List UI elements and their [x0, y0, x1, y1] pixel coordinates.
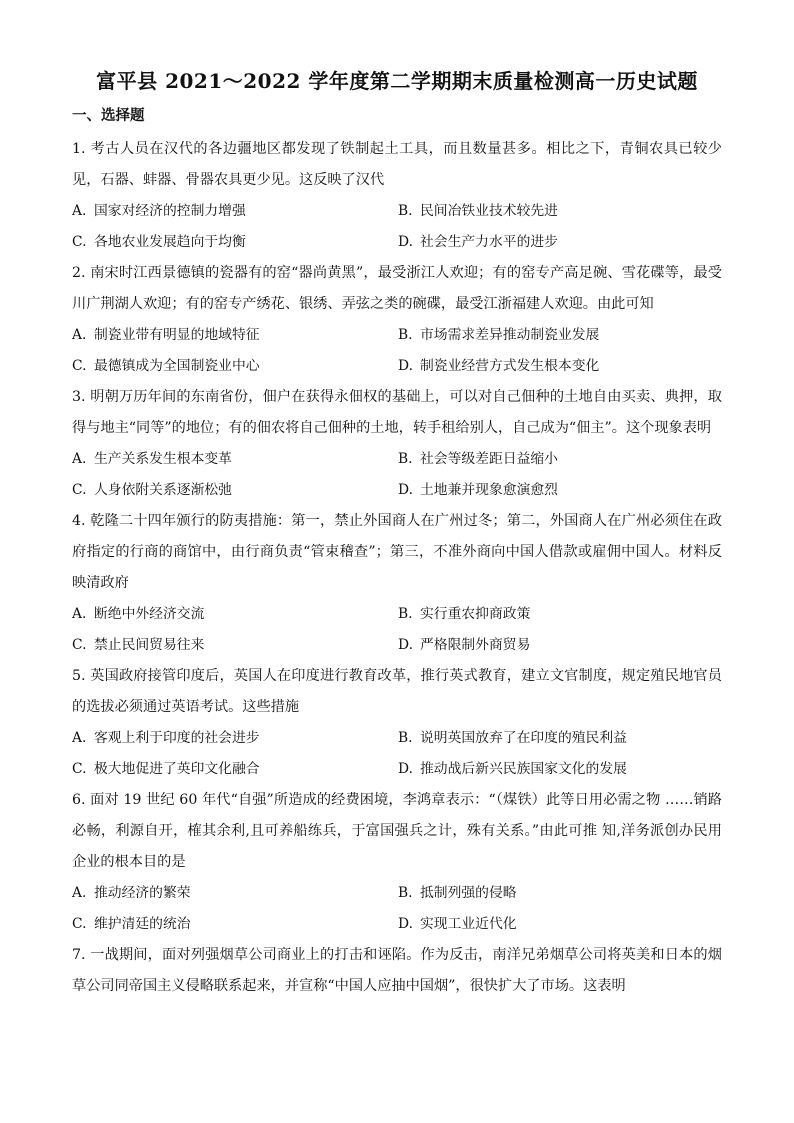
option-text: 制瓷业经营方式发生根本变化 [420, 358, 600, 374]
option-text: 说明英国放弃了在印度的殖民利益 [420, 730, 627, 746]
option-grid [72, 444, 722, 506]
option-text: 抵制列强的侵略 [420, 885, 517, 901]
section-heading: 一、选择题 [72, 107, 145, 124]
option-text: 实现工业近代化 [420, 916, 517, 932]
option-a [72, 723, 396, 754]
option-text: 人身依附关系逐渐松弛 [94, 482, 232, 498]
option-letter: B. [398, 203, 413, 219]
option-letter: B. [398, 885, 413, 901]
option-letter: C. [72, 234, 87, 250]
option-grid [72, 320, 722, 382]
option-a [72, 599, 396, 630]
question-list [72, 134, 722, 1002]
option-letter: B. [398, 327, 413, 343]
option-b [398, 878, 722, 909]
option-letter: A. [72, 327, 87, 343]
option-b [398, 444, 722, 475]
option-c [72, 909, 396, 940]
option-a [72, 444, 396, 475]
option-d [398, 351, 722, 382]
option-letter: C. [72, 916, 87, 932]
option-text: 严格限制外商贸易 [420, 637, 531, 653]
option-letter: D. [398, 482, 413, 498]
option-text: 最德镇成为全国制瓷业中心 [94, 358, 260, 374]
question-stem: 5. 英国政府接管印度后，英国人在印度进行教育改革，推行英式教育，建立文官制度，规定殖民地官员的选拔必须通过英语考试。这些措施 [72, 668, 722, 715]
option-d [398, 754, 722, 785]
option-c [72, 630, 396, 661]
option-text: 客观上利于印度的社会进步 [94, 730, 260, 746]
option-d [398, 227, 722, 258]
option-grid [72, 599, 722, 661]
option-text: 生产关系发生根本变革 [94, 451, 232, 467]
option-letter: D. [398, 761, 413, 777]
option-d [398, 630, 722, 661]
option-letter: A. [72, 730, 87, 746]
option-b [398, 320, 722, 351]
option-c [72, 475, 396, 506]
question-stem: 6. 面对 19 世纪 60 年代“自强”所造成的经费困境，李鸿章表示：“（煤铁）此等日用必需之物 ……销路必畅，利源自开，榷其余利,且可养船练兵，于富国强兵之计，殊有关系。”由此可推 知,洋务派创办民用企业的根本目的是 [72, 792, 722, 870]
option-text: 推动经济的繁荣 [94, 885, 191, 901]
option-c [72, 227, 396, 258]
option-grid [72, 878, 722, 940]
option-letter: B. [398, 730, 413, 746]
option-letter: A. [72, 606, 87, 622]
option-letter: C. [72, 358, 87, 374]
option-letter: D. [398, 637, 413, 653]
option-letter: B. [398, 451, 413, 467]
option-letter: C. [72, 761, 87, 777]
option-letter: C. [72, 482, 87, 498]
option-letter: B. [398, 606, 413, 622]
option-a [72, 196, 396, 227]
question-3 [72, 382, 722, 506]
option-b [398, 196, 722, 227]
option-grid [72, 196, 722, 258]
option-text: 极大地促进了英印文化融合 [94, 761, 260, 777]
option-letter: D. [398, 234, 413, 250]
question-6 [72, 785, 722, 940]
option-text: 维护清廷的统治 [94, 916, 191, 932]
option-text: 民间冶铁业技术较先进 [420, 203, 558, 219]
option-text: 推动战后新兴民族国家文化的发展 [420, 761, 627, 777]
option-a [72, 878, 396, 909]
option-letter: C. [72, 637, 87, 653]
option-text: 土地兼并现象愈演愈烈 [420, 482, 558, 498]
exam-title: 富平县 2021～2022 学年度第二学期期末质量检测高一历史试题 [96, 69, 698, 93]
option-letter: A. [72, 203, 87, 219]
option-text: 国家对经济的控制力增强 [94, 203, 246, 219]
option-b [398, 723, 722, 754]
option-c [72, 351, 396, 382]
question-5 [72, 661, 722, 785]
question-stem: 7. 一战期间，面对列强烟草公司商业上的打击和诬陷。作为反击，南洋兄弟烟草公司将英美和日本的烟草公司同帝国主义侵略联系起来，并宣称“中国人应抽中国烟”，很快扩大了市场。这表明 [72, 947, 722, 994]
question-2 [72, 258, 722, 382]
option-text: 禁止民间贸易往来 [94, 637, 205, 653]
option-letter: D. [398, 358, 413, 374]
option-text: 实行重农抑商政策 [420, 606, 531, 622]
option-text: 社会生产力水平的进步 [420, 234, 558, 250]
option-text: 市场需求差异推动制瓷业发展 [420, 327, 600, 343]
question-7 [72, 940, 722, 1002]
option-c [72, 754, 396, 785]
question-stem: 3. 明朝万历年间的东南省份，佃户在获得永佃权的基础上，可以对自己佃种的土地自由买卖、典押，取得与地主“同等”的地位；有的佃农将自己佃种的土地，转手租给别人，自己成为“佃主”。这个现象表明 [72, 389, 722, 436]
question-4 [72, 506, 722, 661]
question-stem: 4. 乾隆二十四年颁行的防夷措施：第一，禁止外国商人在广州过冬；第二，外国商人在广州必须住在政府指定的行商的商馆中，由行商负责“管束稽查”；第三，不准外商向中国人借款或雇佣中国人。材料反映清政府 [72, 513, 722, 591]
option-d [398, 475, 722, 506]
option-a [72, 320, 396, 351]
question-1 [72, 134, 722, 258]
option-letter: A. [72, 885, 87, 901]
option-d [398, 909, 722, 940]
question-stem: 1. 考古人员在汉代的各边疆地区都发现了铁制起土工具，而且数量甚多。相比之下，青铜农具已较少见，石器、蚌器、骨器农具更少见。这反映了汉代 [72, 141, 722, 188]
option-b [398, 599, 722, 630]
option-letter: D. [398, 916, 413, 932]
option-text: 各地农业发展趋向于均衡 [94, 234, 246, 250]
option-text: 社会等级差距日益缩小 [420, 451, 558, 467]
option-text: 断绝中外经济交流 [94, 606, 205, 622]
option-text: 制瓷业带有明显的地域特征 [94, 327, 260, 343]
option-letter: A. [72, 451, 87, 467]
question-stem: 2. 南宋时江西景德镇的瓷器有的窑“器尚黄黑”，最受浙江人欢迎；有的窑专产高足碗、雪花碟等，最受川广荆湖人欢迎；有的窑专产绣花、银绣、弄弦之类的碗碟，最受江浙福建人欢迎。由此可知 [72, 265, 722, 312]
option-grid [72, 723, 722, 785]
